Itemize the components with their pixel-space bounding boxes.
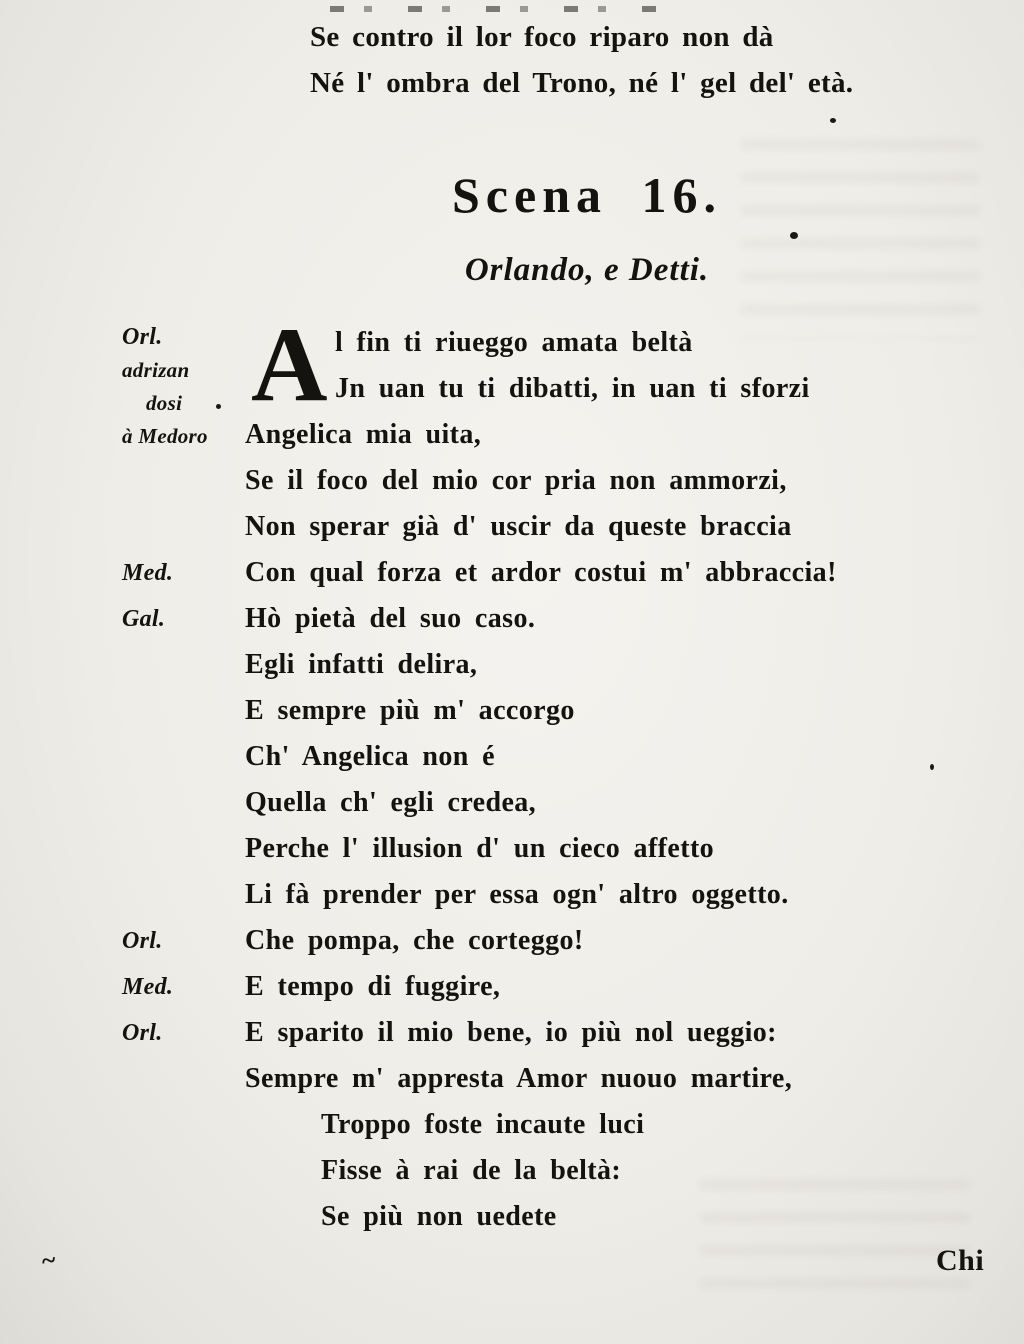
- prelude-line: Se contro il lor foco riparo non dà: [310, 21, 774, 53]
- dialogue: [122, 306, 1024, 1240]
- speaker-label: Orl.: [122, 928, 163, 954]
- speaker-label: Orl.: [122, 1020, 163, 1046]
- speech-block: [122, 596, 1024, 918]
- speech-margin: [122, 1010, 245, 1056]
- speaker-label: Orl.: [122, 324, 163, 350]
- verse-line: Egli infatti delira,: [245, 649, 478, 680]
- speech-text: [245, 306, 1024, 550]
- speech-margin: [122, 320, 245, 453]
- verse-line: Angelica mia uita,: [245, 419, 482, 450]
- prelude-stanza: [0, 0, 1024, 106]
- verse-line: E tempo di fuggire,: [245, 971, 501, 1002]
- speech-margin: [122, 596, 245, 642]
- verse-line: Hò pietà del suo caso.: [245, 603, 536, 634]
- verse-line: Troppo foste incaute luci: [321, 1109, 645, 1140]
- ink-speck: [930, 764, 934, 770]
- speech-margin: [122, 918, 245, 964]
- ink-speck: [830, 118, 836, 123]
- stage-direction-line: adrizan: [122, 358, 190, 382]
- speech-margin: [122, 550, 245, 596]
- speech-text: [245, 550, 1024, 596]
- drop-cap: A: [251, 306, 328, 423]
- verse-line: Ch' Angelica non é: [245, 741, 496, 772]
- verse-line: Con qual forza et ardor costui m' abbraccia!: [245, 557, 837, 588]
- verse-line: Jn uan tu ti dibatti, in uan ti sforzi: [334, 373, 810, 404]
- speaker-label: Med.: [122, 560, 174, 586]
- verse-line: Se più non uedete: [321, 1201, 557, 1232]
- speech-block: [122, 306, 1024, 550]
- speaker-label: Gal.: [122, 606, 166, 632]
- stage-direction-line: à Medoro: [122, 424, 208, 448]
- ink-speck: [790, 232, 798, 239]
- speaker-label: Med.: [122, 974, 174, 1000]
- verse-line: l fin ti riueggo amata beltà: [334, 327, 693, 358]
- catchword: Chi: [936, 1244, 985, 1277]
- ink-speck: [216, 404, 221, 409]
- speech-block: [122, 1010, 1024, 1240]
- speech-text: [245, 964, 1024, 1010]
- verse-line: E sempre più m' accorgo: [245, 695, 575, 726]
- verse-line: Li fà prender per essa ogn' altro oggetto.: [245, 879, 789, 910]
- verse-line: Che pompa, che corteggo!: [245, 925, 584, 956]
- speech-text: [245, 596, 1024, 918]
- verse-line: Se il foco del mio cor pria non ammorzi,: [245, 465, 787, 496]
- stage-direction-line: dosi: [146, 391, 183, 415]
- speech-text: [245, 918, 1024, 964]
- verse-line: Quella ch' egli credea,: [245, 787, 537, 818]
- scene-heading: Scena 16.: [452, 167, 722, 223]
- speech-block: [122, 550, 1024, 596]
- press-mark: ~: [39, 1245, 56, 1276]
- speech-text: [245, 1010, 1024, 1240]
- speech-block: [122, 964, 1024, 1010]
- prelude-line: Né l' ombra del Trono, né l' gel del' età.: [310, 67, 854, 99]
- verse-line: Perche l' illusion d' un cieco affetto: [245, 833, 715, 864]
- speech-block: [122, 918, 1024, 964]
- verse-line: Non sperar già d' uscir da queste braccia: [245, 511, 792, 542]
- speech-margin: [122, 964, 245, 1010]
- scene-subheading: Orlando, e Detti.: [464, 252, 710, 288]
- verse-line: Sempre m' appresta Amor nuouo martire,: [245, 1063, 793, 1094]
- verse-line: Fisse à rai de la beltà:: [321, 1155, 622, 1186]
- cropped-line-remnant: [330, 6, 660, 12]
- verse-line: E sparito il mio bene, io più nol ueggio:: [245, 1017, 777, 1048]
